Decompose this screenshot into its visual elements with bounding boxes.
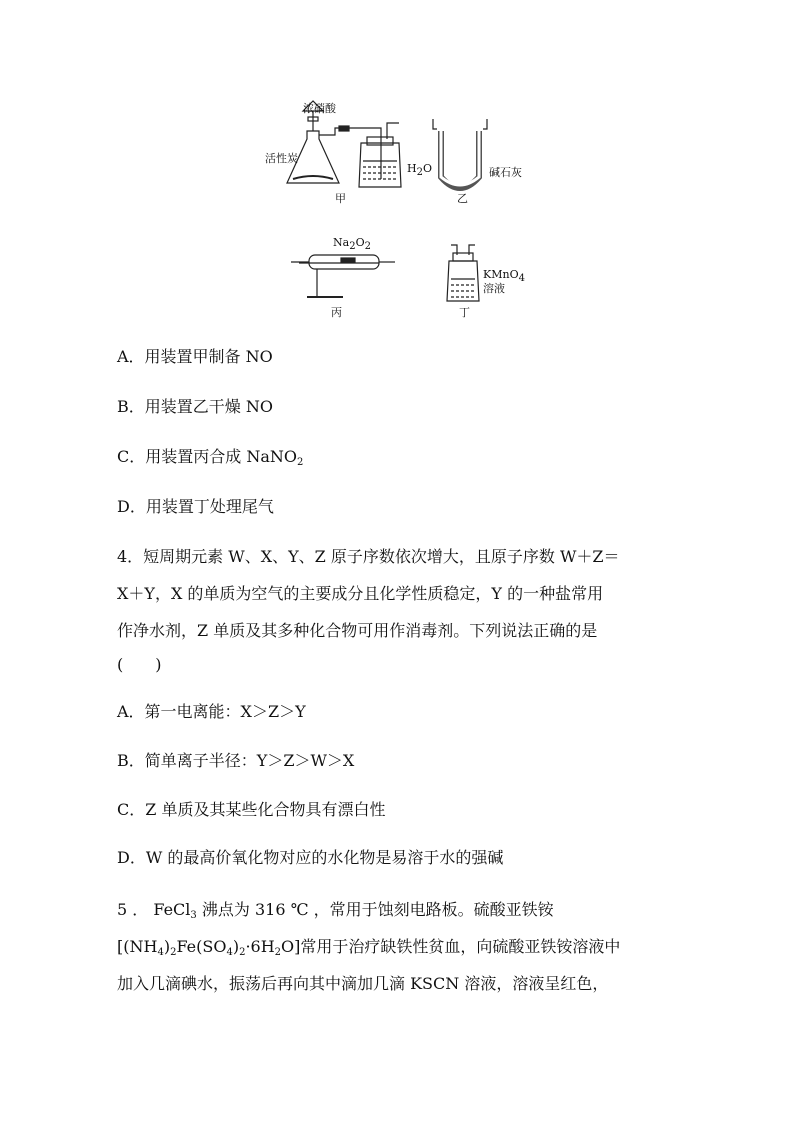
q4-option-d: D．W 的最高价氧化物对应的水化物是易溶于水的强碱: [117, 848, 504, 867]
q4-option-a: A．第一电离能：X＞Z＞Y: [117, 702, 306, 721]
q5-stem-line-3: 加入几滴碘水，振荡后再向其中滴加几滴 KSCN 溶液，溶液呈红色，: [117, 974, 609, 993]
q3-option-a: A．用装置甲制备 NO: [117, 347, 273, 366]
label-apparatus-yi: 乙: [457, 192, 468, 205]
label-water: $H_2O$: [407, 162, 432, 178]
label-concentrated-nitric-acid: 浓硝酸: [303, 102, 336, 115]
q4-stem-line-1: 4．短周期元素 W、X、Y、Z 原子序数依次增大，且原子序数 W＋Z＝: [117, 547, 620, 566]
label-apparatus-ding: 丁: [459, 306, 470, 319]
q4-option-c: C．Z 单质及其某些化合物具有漂白性: [117, 800, 386, 819]
label-activated-carbon: 活性炭: [265, 152, 298, 165]
label-apparatus-jia: 甲: [335, 192, 346, 205]
q4-option-b: B．简单离子半径：Y＞Z＞W＞X: [117, 751, 355, 770]
q3-option-d: D．用装置丁处理尾气: [117, 497, 274, 516]
label-soda-lime: 碱石灰: [489, 166, 522, 179]
q5-stem-line-2: $[(NH_4)_2Fe(SO_4)_2\cdot 6H_2O]$常用于治疗缺铁性贫血，向硫酸亚铁铵溶液中: [117, 937, 621, 958]
q3-option-b: B．用装置乙干燥 NO: [117, 397, 273, 416]
label-kmno4: KMnO$_4$: [483, 268, 525, 284]
label-sodium-peroxide: $Na_2O_2$: [333, 236, 371, 252]
q3-option-c: C．用装置丙合成 NaNO$_2$: [117, 447, 304, 468]
apparatus-figure: [255, 95, 545, 325]
label-apparatus-bing: 丙: [331, 306, 342, 319]
q5-stem-line-1: 5 ． FeCl$_3$ 沸点为 316 ℃ ，常用于蚀刻电路板。硫酸亚铁铵: [117, 900, 554, 921]
q4-stem-line-3: 作净水剂，Z 单质及其多种化合物可用作消毒剂。下列说法正确的是: [117, 621, 598, 640]
label-solution: 溶液: [483, 282, 505, 295]
q4-answer-bracket: ( ): [117, 655, 162, 674]
q4-stem-line-2: X＋Y，X 的单质为空气的主要成分且化学性质稳定，Y 的一种盐常用: [117, 584, 604, 603]
